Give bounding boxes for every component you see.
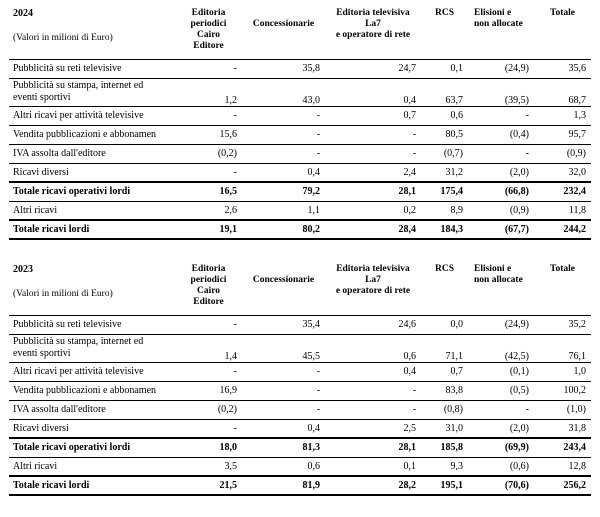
cell-value: 28,1 [325,182,421,201]
table-row [9,106,591,125]
cell-value: 18,0 [175,438,242,457]
cell-value: 31,8 [534,419,591,438]
table-row [9,78,591,106]
cell-value: (0,9) [534,144,591,163]
row-label: Totale ricavi operativi lordi [9,182,175,201]
cell-value: - [325,125,421,144]
cell-value: - [325,144,421,163]
cell-value: 24,7 [325,59,421,78]
col-header-totale: Totale [550,264,575,274]
row-label: Vendita pubblicazioni e abbonamen [9,381,175,400]
cell-value: (2,0) [468,163,534,182]
col-header-rcs: RCS [434,8,454,18]
table-row-total-lordi [9,220,591,239]
col-header-concessionarie: Concessionarie [252,19,315,29]
cell-value: - [175,315,242,334]
row-label: Vendita pubblicazioni e abbonamen [9,125,175,144]
cell-value: (67,7) [468,220,534,239]
table-row [9,144,591,163]
cell-value: - [175,362,242,381]
cell-value: 24,6 [325,315,421,334]
cell-value: (0,8) [421,400,468,419]
table-header [9,8,591,59]
row-label: Altri ricavi per attività televisive [9,106,175,125]
row-label: IVA assolta dall'editore [9,144,175,163]
cell-value: 9,3 [421,457,468,476]
cell-value: 100,2 [534,381,591,400]
cell-value: 35,6 [534,59,591,78]
cell-value: - [175,419,242,438]
cell-value: 1,4 [175,334,242,362]
cell-value: (70,6) [468,476,534,495]
cell-value: 16,5 [175,182,242,201]
cell-value: 0,4 [325,362,421,381]
unit-note: (Valori in milioni di Euro) [13,33,113,43]
cell-value: 243,4 [534,438,591,457]
cell-value: 175,4 [421,182,468,201]
cell-value: - [468,144,534,163]
cell-value: 0,2 [325,201,421,220]
year-label: 2024 [13,8,33,19]
cell-value: 71,1 [421,334,468,362]
cell-value: 28,2 [325,476,421,495]
year-label: 2023 [13,264,33,275]
cell-value: 35,2 [534,315,591,334]
cell-value: 35,4 [242,315,325,334]
cell-value: 0,1 [325,457,421,476]
cell-value: 3,5 [175,457,242,476]
cell-value: (24,9) [468,59,534,78]
cell-value: 15,6 [175,125,242,144]
cell-value: 80,2 [242,220,325,239]
cell-value: (2,0) [468,419,534,438]
cell-value: 185,8 [421,438,468,457]
cell-value: 31,0 [421,419,468,438]
cell-value: - [468,106,534,125]
table-row [9,334,591,362]
cell-value: (0,6) [468,457,534,476]
row-label: Pubblicità su stampa, internet ed eventi sportivi [9,78,175,106]
table-row-total-lordi [9,476,591,495]
cell-value: 0,7 [421,362,468,381]
cell-value: (42,5) [468,334,534,362]
table-row [9,125,591,144]
cell-value: 28,4 [325,220,421,239]
cell-value: 256,2 [534,476,591,495]
cell-value: 16,9 [175,381,242,400]
cell-value: (0,7) [421,144,468,163]
cell-value: 2,4 [325,163,421,182]
cell-value: 76,1 [534,334,591,362]
cell-value: (0,5) [468,381,534,400]
row-label: Totale ricavi lordi [9,476,175,495]
cell-value: 0,0 [421,315,468,334]
cell-value: 0,4 [242,163,325,182]
row-label: Altri ricavi [9,457,175,476]
col-header-editoria-periodici: Editoria periodici Cairo Editore [190,264,227,307]
table-row [9,419,591,438]
cell-value: 0,6 [242,457,325,476]
cell-value: 12,8 [534,457,591,476]
table-row [9,59,591,78]
cell-value: 81,9 [242,476,325,495]
cell-value: 0,6 [421,106,468,125]
table-row-total-operativi [9,438,591,457]
cell-value: 8,9 [421,201,468,220]
table-row [9,315,591,334]
cell-value: 11,8 [534,201,591,220]
cell-value: - [242,381,325,400]
cell-value: 2,6 [175,201,242,220]
cell-value: 19,1 [175,220,242,239]
cell-value: (0,2) [175,144,242,163]
cell-value: (0,9) [468,201,534,220]
cell-value: 1,0 [534,362,591,381]
cell-value: (69,9) [468,438,534,457]
cell-value: - [175,106,242,125]
segment-table-2023 [9,264,591,496]
cell-value: (0,1) [468,362,534,381]
cell-value: 83,8 [421,381,468,400]
table-row [9,400,591,419]
row-label: Totale ricavi lordi [9,220,175,239]
row-label: Ricavi diversi [9,163,175,182]
year-cell [9,8,175,59]
year-cell [9,264,175,315]
row-label: Pubblicità su reti televisive [9,315,175,334]
cell-value: 45,5 [242,334,325,362]
cell-value: 21,5 [175,476,242,495]
cell-value: 232,4 [534,182,591,201]
cell-value: (0,2) [175,400,242,419]
cell-value: 1,2 [175,78,242,106]
cell-value: 79,2 [242,182,325,201]
segment-table-2024 [9,8,591,240]
row-label: Totale ricavi operativi lordi [9,438,175,457]
cell-value: - [242,400,325,419]
row-label: Altri ricavi per attività televisive [9,362,175,381]
table-row [9,362,591,381]
cell-value: 0,1 [421,59,468,78]
cell-value: - [325,381,421,400]
col-header-concessionarie: Concessionarie [252,275,315,285]
cell-value: 31,2 [421,163,468,182]
cell-value: - [242,125,325,144]
cell-value: (1,0) [534,400,591,419]
cell-value: 80,5 [421,125,468,144]
cell-value: 244,2 [534,220,591,239]
table-row [9,201,591,220]
col-header-totale: Totale [550,8,575,18]
cell-value: 1,3 [534,106,591,125]
cell-value: - [325,400,421,419]
col-header-rcs: RCS [434,264,454,274]
cell-value: 195,1 [421,476,468,495]
row-label: Pubblicità su reti televisive [9,59,175,78]
cell-value: - [175,163,242,182]
table-row [9,457,591,476]
cell-value: 0,6 [325,334,421,362]
table-row [9,163,591,182]
cell-value: - [242,362,325,381]
cell-value: - [242,106,325,125]
cell-value: (24,9) [468,315,534,334]
cell-value: 68,7 [534,78,591,106]
cell-value: (39,5) [468,78,534,106]
col-header-elisioni: Elisioni e non allocate [474,264,523,285]
cell-value: 35,8 [242,59,325,78]
cell-value: - [242,144,325,163]
cell-value: 95,7 [534,125,591,144]
cell-value: (66,8) [468,182,534,201]
cell-value: 63,7 [421,78,468,106]
cell-value: 28,1 [325,438,421,457]
table-header [9,264,591,315]
col-header-editoria-periodici: Editoria periodici Cairo Editore [190,8,227,51]
row-label: Pubblicità su stampa, internet ed eventi sportivi [9,334,175,362]
col-header-editoria-televisiva: Editoria televisiva La7 e operatore di rete [335,8,411,40]
cell-value: 43,0 [242,78,325,106]
row-label: IVA assolta dall'editore [9,400,175,419]
cell-value: - [175,59,242,78]
row-label: Altri ricavi [9,201,175,220]
cell-value: 2,5 [325,419,421,438]
table-row [9,381,591,400]
cell-value: 81,3 [242,438,325,457]
cell-value: 184,3 [421,220,468,239]
cell-value: 0,4 [242,419,325,438]
unit-note: (Valori in milioni di Euro) [13,289,113,299]
cell-value: - [468,400,534,419]
cell-value: 32,0 [534,163,591,182]
col-header-editoria-televisiva: Editoria televisiva La7 e operatore di rete [335,264,411,296]
row-label: Ricavi diversi [9,419,175,438]
table-row-total-operativi [9,182,591,201]
cell-value: 1,1 [242,201,325,220]
cell-value: (0,4) [468,125,534,144]
cell-value: 0,4 [325,78,421,106]
col-header-elisioni: Elisioni e non allocate [474,8,523,29]
cell-value: 0,7 [325,106,421,125]
